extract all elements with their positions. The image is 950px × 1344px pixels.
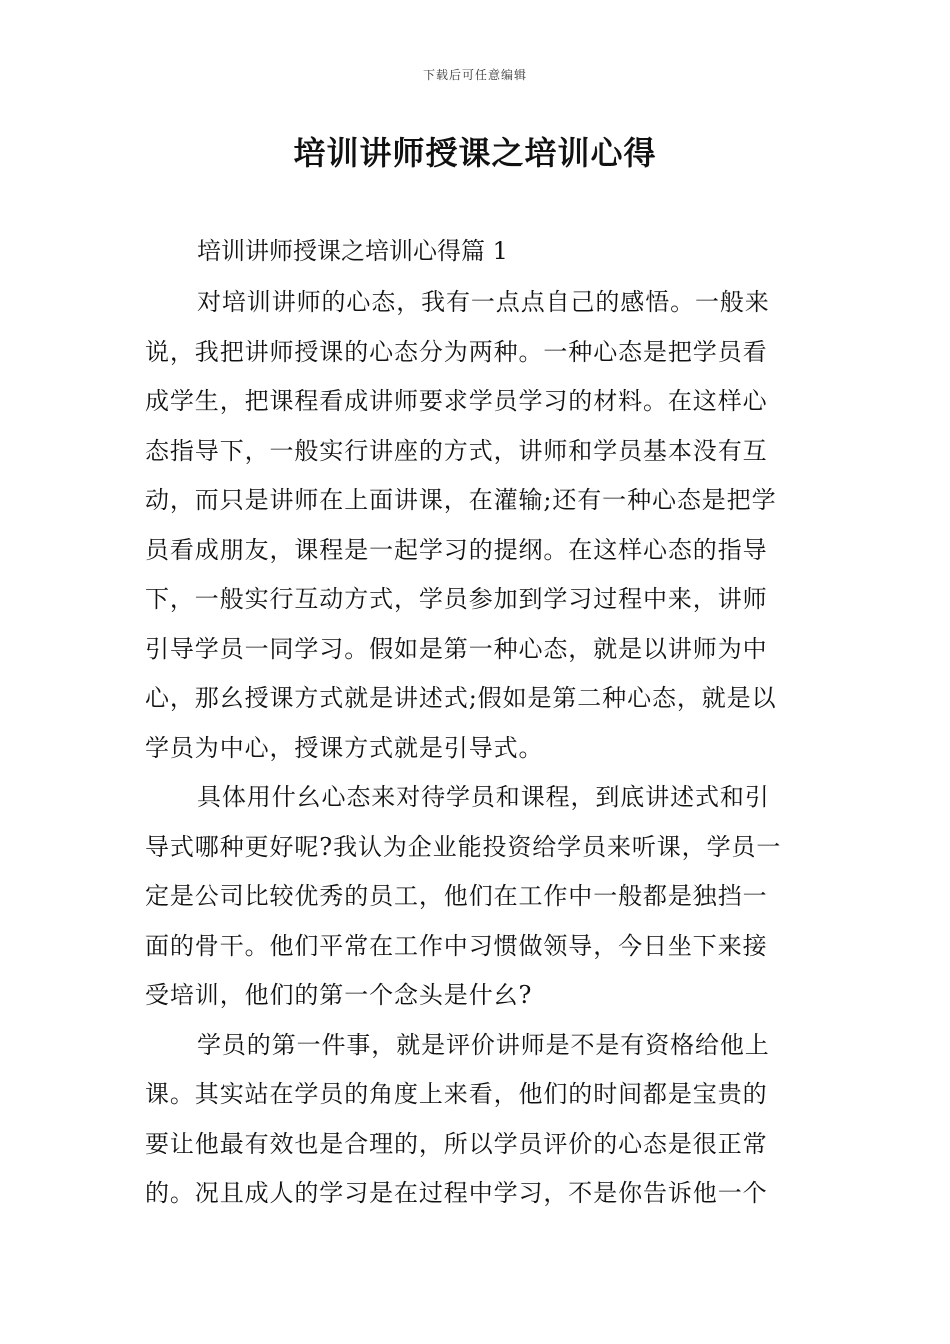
paragraph-3 <box>145 1021 807 1219</box>
text-line: 的。况且成人的学习是在过程中学习，不是你告诉他一个 <box>145 1179 768 1207</box>
text-line: 面的骨干。他们平常在工作中习惯做领导，今日坐下来接 <box>145 931 768 960</box>
text-line: 引导学员一同学习。假如是第一种心态，就是以讲师为中 <box>145 634 768 663</box>
text-line: 下，一般实行互动方式，学员参加到学习过程中来，讲师 <box>145 585 768 613</box>
document-title: 培训讲师授课之培训心得 <box>293 134 657 172</box>
text-line: 成学生，把课程看成讲师要求学员学习的材料。在这样心 <box>145 387 768 415</box>
text-line: 要让他最有效也是合理的，所以学员评价的心态是很正常 <box>145 1129 768 1158</box>
text-line: 员看成朋友，课程是一起学习的提纲。在这样心态的指导 <box>145 535 768 564</box>
text-line: 学员为中心，授课方式就是引导式。 <box>145 733 544 762</box>
text-line: 具体用什幺心态来对待学员和课程，到底讲述式和引 <box>197 783 770 811</box>
text-line: 受培训，他们的第一个念头是什幺? <box>145 981 533 1009</box>
text-line: 导式哪种更好呢?我认为企业能投资给学员来听课，学员一 <box>145 832 782 861</box>
document-body <box>145 228 807 1219</box>
header-note: 下载后可任意编辑 <box>422 68 527 82</box>
section-subtitle: 培训讲师授课之培训心得篇 1 <box>197 237 508 265</box>
text-line: 态指导下，一般实行讲座的方式，讲师和学员基本没有互 <box>145 436 768 465</box>
paragraph-2 <box>145 773 807 1021</box>
text-line: 课。其实站在学员的角度上来看，他们的时间都是宝贵的 <box>145 1080 768 1108</box>
text-line: 心，那幺授课方式就是讲述式;假如是第二种心态，就是以 <box>145 684 777 712</box>
text-line: 说，我把讲师授课的心态分为两种。一种心态是把学员看 <box>145 337 768 366</box>
text-line: 定是公司比较优秀的员工，他们在工作中一般都是独挡一 <box>145 882 768 910</box>
text-line: 动，而只是讲师在上面讲课，在灌输;还有一种心态是把学 <box>145 486 777 514</box>
text-line: 对培训讲师的心态，我有一点点自己的感悟。一般来 <box>197 288 770 316</box>
text-line: 学员的第一件事，就是评价讲师是不是有资格给他上 <box>197 1030 770 1059</box>
paragraph-1 <box>145 278 807 773</box>
